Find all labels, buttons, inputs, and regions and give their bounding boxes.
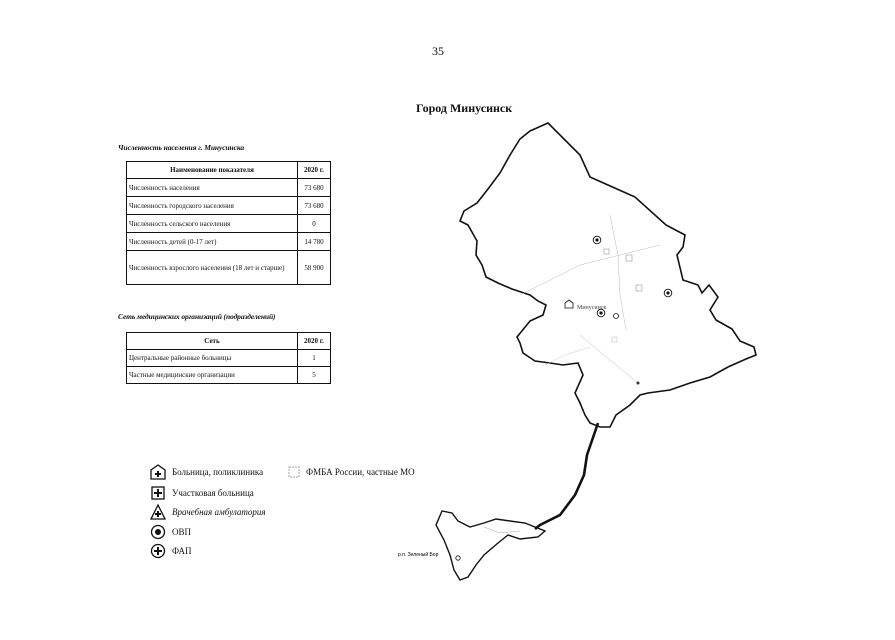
row-name: Частные медицинские организации <box>127 367 298 384</box>
legend-label: Врачебная амбулатория <box>172 507 266 517</box>
legend-hospital <box>150 464 263 480</box>
row-value: 5 <box>298 367 331 384</box>
table-row <box>127 233 331 251</box>
hospital-icon <box>150 464 166 480</box>
row-name: Численность сельского населения <box>127 215 298 233</box>
column-header: 2020 г. <box>298 333 331 350</box>
page-number: 35 <box>432 44 444 58</box>
legend-district-hospital <box>150 485 254 501</box>
column-header: Сеть <box>127 333 298 350</box>
legend-label: ОВП <box>172 527 192 537</box>
legend-ambulatory <box>150 504 266 520</box>
city-map <box>380 115 780 595</box>
settlement-boundary <box>436 511 545 580</box>
fap-icon <box>150 543 166 559</box>
city-label: Минусинск <box>577 305 607 311</box>
column-header: Наименование показателя <box>127 162 298 179</box>
legend-fap <box>150 543 192 559</box>
fmba-icon <box>604 249 609 254</box>
network-table <box>126 332 331 384</box>
fmba-icon <box>288 466 300 478</box>
row-name: Численность населения <box>127 179 298 197</box>
table-row <box>127 215 331 233</box>
village-label: р.п. Зеленый Бор <box>398 552 439 558</box>
table-row <box>127 197 331 215</box>
village-marker <box>456 556 460 560</box>
population-section-title: Численность населения г. Минусинска <box>118 143 244 152</box>
internal-road <box>484 527 520 533</box>
internal-road <box>520 245 660 295</box>
population-table <box>126 161 331 285</box>
table-row <box>127 251 331 285</box>
ovp-icon <box>664 289 672 297</box>
legend-label: Участковая больница <box>172 488 254 498</box>
row-value: 73 680 <box>298 179 331 197</box>
column-header: 2020 г. <box>298 162 331 179</box>
fmba-icon <box>626 255 632 261</box>
network-section-title: Сеть медицинских организаций (подразделений) <box>118 312 276 321</box>
map-title: Город Минусинск <box>416 101 513 115</box>
hospital-icon <box>565 300 573 308</box>
row-name: Численность детей (0-17 лет) <box>127 233 298 251</box>
row-name: Численность городского населения <box>127 197 298 215</box>
ovp-icon <box>593 236 601 244</box>
legend-label: Больница, поликлиника <box>172 467 264 477</box>
fmba-icon <box>636 285 642 291</box>
table-row <box>127 179 331 197</box>
junction-point <box>637 382 640 385</box>
row-value: 1 <box>298 350 331 367</box>
fap-icon <box>614 314 619 319</box>
row-name: Численность взрослого населения (18 лет и старше) <box>127 251 298 285</box>
row-value: 58 900 <box>298 251 331 285</box>
city-boundary <box>460 123 756 427</box>
table-row <box>127 367 331 384</box>
ambulatory-icon <box>150 504 166 520</box>
table-header-row <box>127 333 331 350</box>
row-value: 14 780 <box>298 233 331 251</box>
ovp-icon <box>150 524 166 540</box>
legend-ovp <box>150 524 191 540</box>
road-corridor <box>535 423 598 529</box>
internal-road <box>545 347 590 365</box>
legend-label: ФМБА России, частные МО <box>306 467 415 477</box>
internal-road <box>580 335 638 383</box>
row-value: 0 <box>298 215 331 233</box>
district-hospital-icon <box>150 485 166 501</box>
fmba-icon <box>612 337 617 342</box>
row-name: Центральные районные больницы <box>127 350 298 367</box>
legend-label: ФАП <box>172 546 192 556</box>
internal-road <box>610 215 626 330</box>
table-header-row <box>127 162 331 179</box>
row-value: 73 680 <box>298 197 331 215</box>
table-row <box>127 350 331 367</box>
